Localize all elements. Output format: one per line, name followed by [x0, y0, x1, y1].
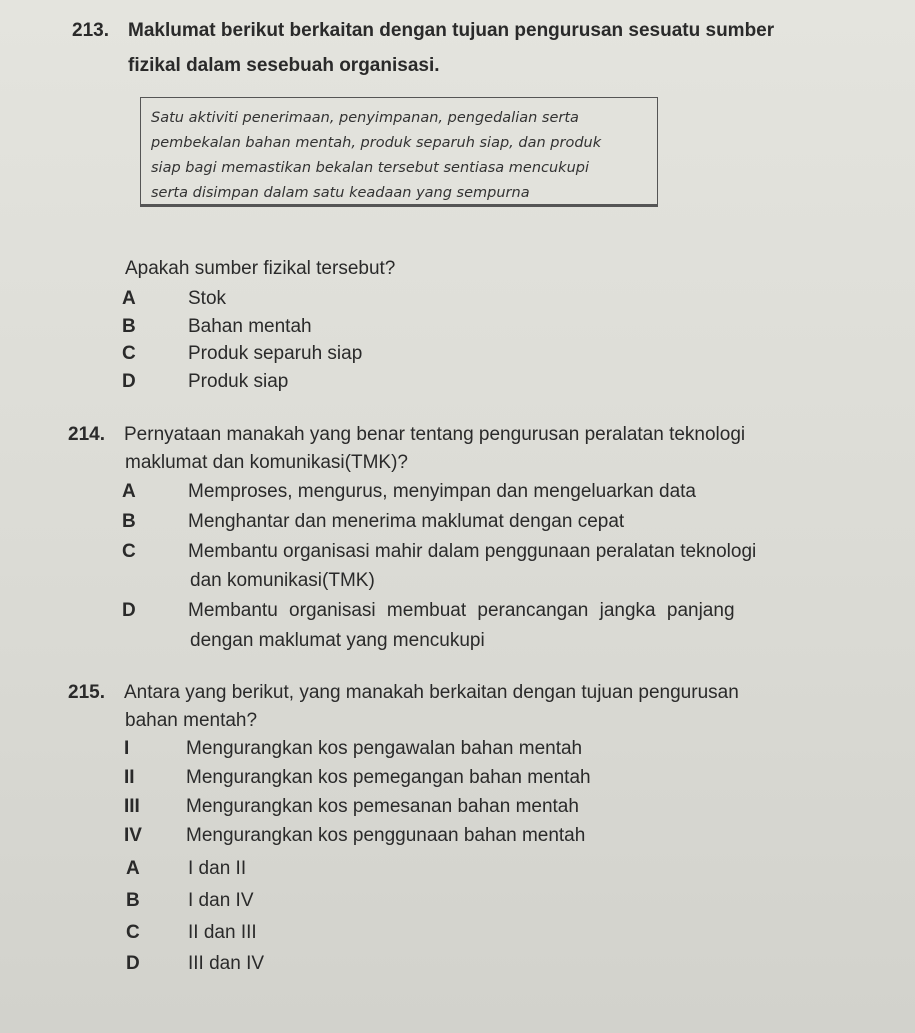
- option-text-cont: dan komunikasi(TMK): [190, 570, 375, 591]
- question-number: 214.: [68, 424, 105, 445]
- statement-text: Mengurangkan kos pengawalan bahan mentah: [186, 738, 583, 759]
- option-text: Membantu organisasi mahir dalam penggunaan peralatan teknologi: [188, 541, 757, 562]
- question-text-cont: maklumat dan komunikasi(TMK)?: [125, 452, 408, 473]
- statement-label: IV: [124, 825, 142, 846]
- option-text: I dan II: [188, 858, 247, 879]
- option-label: A: [122, 481, 136, 502]
- option-text: I dan IV: [188, 890, 254, 911]
- option-b[interactable]: [122, 511, 624, 533]
- option-c[interactable]: [122, 343, 362, 365]
- option-label: B: [122, 316, 136, 337]
- statement-ii: [124, 767, 591, 789]
- option-text: Membantu organisasi membuat perancangan jangka panjang: [188, 600, 735, 621]
- option-d[interactable]: [122, 371, 288, 393]
- question-number: 213.: [72, 20, 109, 41]
- option-text: Produk siap: [188, 371, 289, 392]
- option-text: Memproses, mengurus, menyimpan dan mengeluarkan data: [188, 481, 696, 502]
- question-text-cont: bahan mentah?: [125, 710, 258, 731]
- option-label: D: [122, 600, 136, 621]
- info-line: siap bagi memastikan bekalan tersebut sentiasa mencukupi: [151, 160, 590, 176]
- option-label: A: [122, 288, 136, 309]
- option-label: C: [122, 343, 136, 364]
- question-text: Pernyataan manakah yang benar tentang pengurusan peralatan teknologi: [124, 424, 746, 445]
- question-text: Antara yang berikut, yang manakah berkaitan dengan tujuan pengurusan: [124, 682, 739, 703]
- statement-text: Mengurangkan kos pemegangan bahan mentah: [186, 767, 591, 788]
- question-text: Maklumat berikut berkaitan dengan tujuan pengurusan sesuatu sumber: [128, 20, 775, 41]
- option-b[interactable]: [126, 890, 254, 912]
- option-label: B: [122, 511, 136, 532]
- statement-iv: [124, 825, 585, 847]
- question-number: 215.: [68, 682, 105, 703]
- option-d[interactable]: [126, 953, 264, 975]
- option-label: C: [126, 922, 140, 943]
- statement-label: I: [124, 738, 130, 759]
- info-line: Satu aktiviti penerimaan, penyimpanan, pengedalian serta: [151, 110, 579, 126]
- option-text: Produk separuh siap: [188, 343, 363, 364]
- option-text: Bahan mentah: [188, 316, 312, 337]
- statement-iii: [124, 796, 579, 818]
- option-b[interactable]: [122, 316, 312, 338]
- info-line: serta disimpan dalam satu keadaan yang sempurna: [151, 185, 530, 201]
- option-c[interactable]: [126, 922, 257, 944]
- option-text: Stok: [188, 288, 227, 309]
- option-label: D: [122, 371, 136, 392]
- option-label: D: [126, 953, 140, 974]
- info-box: [140, 97, 658, 207]
- statement-text: Mengurangkan kos penggunaan bahan mentah: [186, 825, 586, 846]
- info-line: pembekalan bahan mentah, produk separuh siap, dan produk: [151, 135, 602, 151]
- statement-text: Mengurangkan kos pemesanan bahan mentah: [186, 796, 579, 817]
- option-d[interactable]: [122, 600, 735, 622]
- question-215: [68, 680, 888, 705]
- question-text-cont: fizikal dalam sesebuah organisasi.: [128, 55, 440, 76]
- question-214: [68, 422, 888, 447]
- option-a[interactable]: [126, 858, 246, 880]
- statement-label: II: [124, 767, 135, 788]
- option-a[interactable]: [122, 481, 696, 503]
- statement-label: III: [124, 796, 140, 817]
- option-label: C: [122, 541, 136, 562]
- option-text-cont: dengan maklumat yang mencukupi: [190, 630, 485, 651]
- option-text: II dan III: [188, 922, 257, 943]
- option-text: Menghantar dan menerima maklumat dengan cepat: [188, 511, 625, 532]
- question-stem: Apakah sumber fizikal tersebut?: [125, 258, 396, 279]
- statement-i: [124, 738, 582, 760]
- option-label: B: [126, 890, 140, 911]
- option-label: A: [126, 858, 140, 879]
- option-text: III dan IV: [188, 953, 265, 974]
- question-213: [72, 18, 892, 43]
- option-a[interactable]: [122, 288, 226, 310]
- option-c[interactable]: [122, 541, 756, 563]
